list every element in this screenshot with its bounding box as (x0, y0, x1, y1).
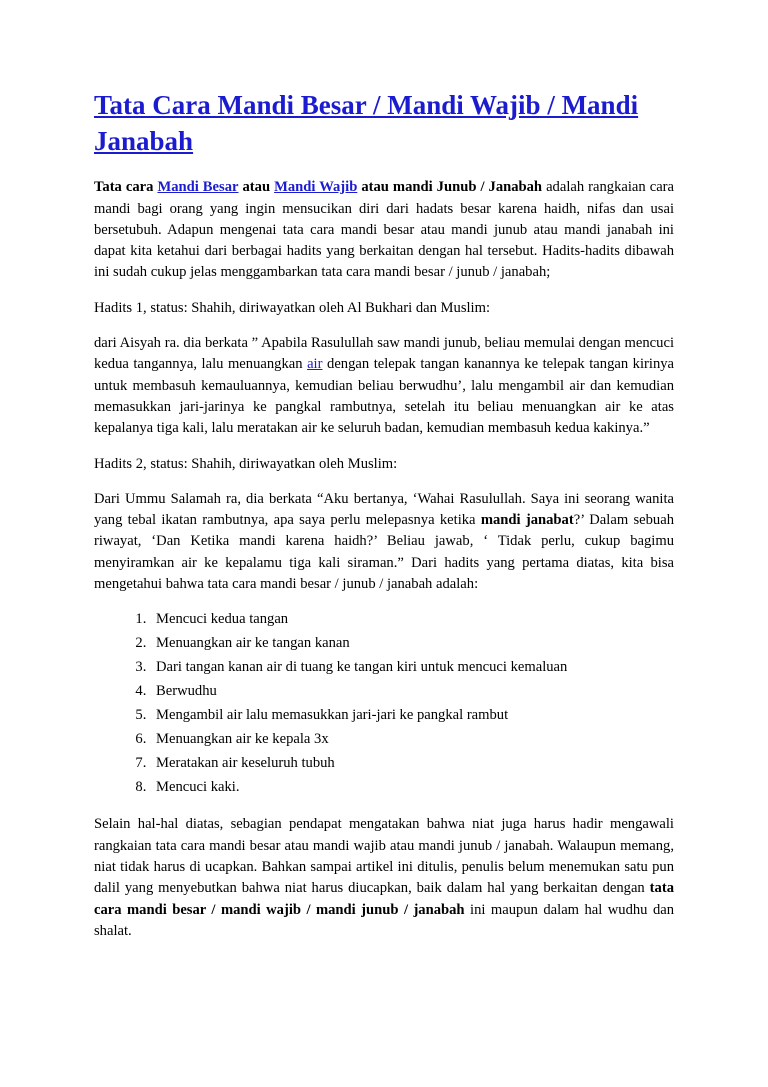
list-item: 2. Menuangkan air ke tangan kanan (150, 633, 674, 655)
list-item: 6. Menuangkan air ke kepala 3x (150, 729, 674, 751)
link-mandi-wajib[interactable]: Mandi Wajib (274, 179, 358, 196)
closing-part1: Selain hal-hal diatas, sebagian pendapat mengatakan bahwa niat juga harus hadir mengawali rangkaian tata cara mandi besar atau mandi wajib atau mandi junub / janabah. Walaupun memang, niat tidak harus di ucapkan. Bahkan sampai artikel ini ditulis, penulis belum menemukan satu pun dalil yang menyebutkan bahwa niat harus diucapkan, baik dalam hal yang berkaitan dengan (94, 816, 674, 897)
hadits2-body-part1: Dari Ummu Salamah ra, dia berkata “Aku bertanya, ‘Wahai Rasulullah. Saya ini seorang wanita yang tebal ikatan rambutnya, apa saya perlu melepasnya ketika (94, 490, 674, 529)
hadits2-emphasis: mandi janabat (480, 512, 574, 529)
steps-list (94, 609, 674, 798)
intro-lead: Tata cara (94, 179, 154, 196)
intro-rest: adalah rangkaian cara mandi bagi orang yang ingin mensucikan diri dari hadats besar karena haidh, nifas dan usai bersetubuh. Adapun mengenai tata cara mandi besar atau mandi junub atau mandi janabah ini dapat kita ketahui dari berbagai hadits yang berkaitan dengan hal tersebut. Hadits-hadits dibawah ini sudah cukup jelas menggambarkan tata cara mandi besar / junub / janabah; (94, 179, 675, 281)
hadits2-header: Hadits 2, status: Shahih, diriwayatkan oleh Muslim: (94, 455, 398, 472)
list-item: 5. Mengambil air lalu memasukkan jari-jari ke pangkal rambut (150, 705, 674, 727)
list-item: 7. Meratakan air keseluruh tubuh (150, 753, 674, 775)
hadits2-body (94, 489, 674, 595)
list-item: 3. Dari tangan kanan air di tuang ke tangan kiri untuk mencuci kemaluan (150, 657, 674, 679)
page-title: Tata Cara Mandi Besar / Mandi Wajib / Mandi Janabah (94, 90, 639, 156)
hadits1-body-part2: dengan telepak tangan kanannya ke telepak tangan kirinya untuk membasuh kemauluannya, kemudian beliau berwudhu’, lalu mengambil air dan kemudian memasukkan jari-jarinya ke pangkal rambutnya, setelah itu beliau menuangkan air ke atas kepalanya tiga kali, lalu meratakan air ke seluruh badan, kemudian membasuh kedua kakinya.” (94, 356, 675, 437)
closing-part2: ini maupun dalam hal wudhu dan shalat. (94, 901, 675, 939)
link-mandi-besar[interactable]: Mandi Besar (157, 179, 239, 196)
hadits1-body (94, 333, 674, 439)
closing-paragraph (94, 814, 674, 942)
list-item: 4. Berwudhu (150, 681, 674, 703)
closing-emphasis: tata cara mandi besar / mandi wajib / mandi junub / janabah (94, 880, 674, 918)
list-item: 1. Mencuci kedua tangan (150, 609, 674, 631)
hadits1-header: Hadits 1, status: Shahih, diriwayatkan oleh Al Bukhari dan Muslim: (94, 299, 491, 316)
list-item: 8. Mencuci kaki. (150, 777, 674, 799)
intro-mid2: atau mandi Junub / Janabah (361, 179, 543, 196)
hadits1-body-part1: dari Aisyah ra. dia berkata ” Apabila Rasulullah saw mandi junub, beliau memulai dengan mencuci kedua tangannya, lalu menuangkan (94, 335, 674, 373)
intro-mid1: atau (242, 179, 271, 196)
intro-paragraph (94, 177, 674, 283)
hadits2-body-part2: ?’ Dalam sebuah riwayat, ‘Dan Ketika mandi karena haidh?’ Beliau jawab, ‘ Tidak perlu, cukup bagimu menyiramkan air ke kepalamu tiga kali siraman.” Dari hadits yang pertama diatas, kita bisa mengetahui bahwa tata cara mandi besar / junub / janabah adalah: (94, 512, 674, 592)
link-air[interactable]: air (307, 356, 323, 373)
